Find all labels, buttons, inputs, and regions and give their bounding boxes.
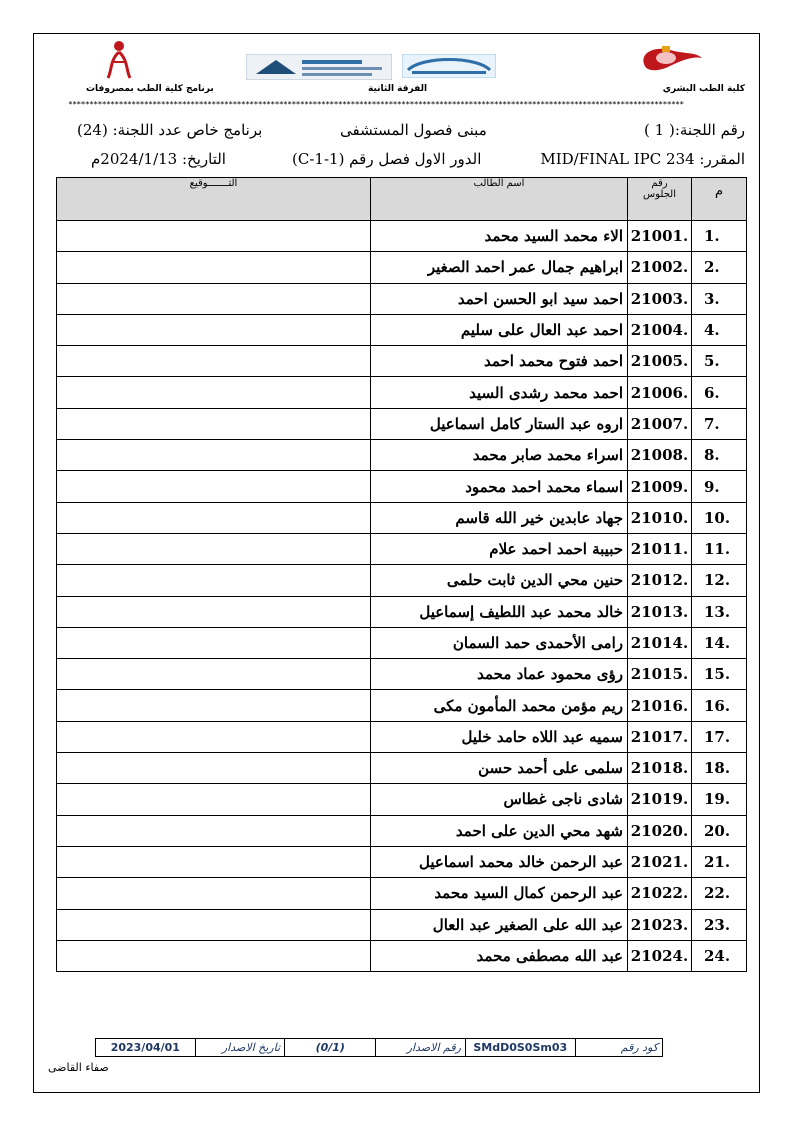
student-name: شادى ناجى غطاس [371, 784, 628, 815]
table-row [57, 314, 747, 345]
seat-number: 21007. [628, 408, 692, 439]
student-name: سميه عبد اللاه حامد خليل [371, 721, 628, 752]
seat-number: 21011. [628, 533, 692, 564]
row-index: 5. [692, 346, 747, 377]
row-index: 21. [692, 846, 747, 877]
exam-date: التاريخ: 2024/1/13م [91, 150, 226, 168]
seat-number: 21018. [628, 753, 692, 784]
table-row [57, 627, 747, 658]
table-row [57, 440, 747, 471]
row-index: 6. [692, 377, 747, 408]
student-name: حبيبة احمد احمد علام [371, 533, 628, 564]
signature-cell[interactable] [57, 283, 371, 314]
course-code: المقرر: MID/FINAL IPC 234 [540, 150, 745, 168]
signature-cell[interactable] [57, 596, 371, 627]
issue-date-label: تاريخ الاصدار [195, 1039, 284, 1057]
col-signature-header: التـــــــوقيع [57, 178, 371, 221]
code-label: كود رقم [575, 1039, 662, 1057]
col-index-header: م [692, 178, 747, 221]
row-index: 1. [692, 221, 747, 252]
signature-cell[interactable] [57, 721, 371, 752]
student-name: اسراء محمد صابر محمد [371, 440, 628, 471]
accreditation-logo [402, 54, 496, 78]
table-row [57, 846, 747, 877]
row-index: 12. [692, 565, 747, 596]
table-row [57, 815, 747, 846]
student-name: اسماء محمد احمد محمود [371, 471, 628, 502]
seat-number: 21013. [628, 596, 692, 627]
table-row [57, 659, 747, 690]
row-index: 22. [692, 878, 747, 909]
exam-round: الدور الاول فصل رقم (C-1-1) [292, 150, 482, 168]
signature-cell[interactable] [57, 627, 371, 658]
issue-date-value: 2023/04/01 [96, 1039, 196, 1057]
signature-cell[interactable] [57, 909, 371, 940]
row-index: 17. [692, 721, 747, 752]
signature-cell[interactable] [57, 753, 371, 784]
table-row [57, 565, 747, 596]
col-name-header: اسم الطالب [371, 178, 628, 221]
student-name: الاء محمد السيد محمد [371, 221, 628, 252]
seat-number: 21021. [628, 846, 692, 877]
student-name: عبد الرحمن خالد محمد اسماعيل [371, 846, 628, 877]
signature-cell[interactable] [57, 471, 371, 502]
row-index: 13. [692, 596, 747, 627]
table-row [57, 471, 747, 502]
row-index: 19. [692, 784, 747, 815]
issue-number-label: رقم الاصدار [376, 1039, 465, 1057]
student-name: رامى الأحمدى حمد السمان [371, 627, 628, 658]
committee-count: برنامج خاص عدد اللجنة: (24) [77, 121, 263, 139]
student-name: ريم مؤمن محمد المأمون مكى [371, 690, 628, 721]
signature-cell[interactable] [57, 565, 371, 596]
student-name: حنين محي الدين ثابت حلمى [371, 565, 628, 596]
student-name: احمد سيد ابو الحسن احمد [371, 283, 628, 314]
seat-number: 21012. [628, 565, 692, 596]
signature-cell[interactable] [57, 314, 371, 345]
partner-logo [246, 54, 392, 80]
signature-cell[interactable] [57, 221, 371, 252]
table-row [57, 909, 747, 940]
signature-cell[interactable] [57, 878, 371, 909]
signature-cell[interactable] [57, 690, 371, 721]
seat-number: 21009. [628, 471, 692, 502]
row-index: 10. [692, 502, 747, 533]
table-row [57, 502, 747, 533]
signature-cell[interactable] [57, 846, 371, 877]
table-row [57, 878, 747, 909]
seat-number: 21015. [628, 659, 692, 690]
table-row [57, 753, 747, 784]
signature-cell[interactable] [57, 440, 371, 471]
signature-cell[interactable] [57, 252, 371, 283]
code-value: SMdD0S0Sm03 [465, 1039, 575, 1057]
row-index: 24. [692, 940, 747, 971]
academic-year: الفرقة الثانية [368, 84, 428, 94]
program-name: برنامج كلية الطب بمصروفات [86, 84, 214, 94]
seat-number: 21006. [628, 377, 692, 408]
seat-number: 21001. [628, 221, 692, 252]
seat-number: 21014. [628, 627, 692, 658]
committee-number: رقم اللجنة:( 1 ) [644, 121, 745, 139]
separator-line: ************************************************************************************************************************************************** [68, 101, 684, 109]
seat-number: 21003. [628, 283, 692, 314]
seat-number: 21024. [628, 940, 692, 971]
signature-cell[interactable] [57, 377, 371, 408]
seat-number: 21017. [628, 721, 692, 752]
seat-number: 21016. [628, 690, 692, 721]
student-name: عبد الرحمن كمال السيد محمد [371, 878, 628, 909]
student-name: شهد محي الدين على احمد [371, 815, 628, 846]
student-name: احمد محمد رشدى السيد [371, 377, 628, 408]
building-name: مبنى فصول المستشفى [340, 121, 487, 139]
row-index: 18. [692, 753, 747, 784]
faculty-name: كلية الطب البشري [662, 84, 745, 94]
table-row [57, 377, 747, 408]
row-index: 4. [692, 314, 747, 345]
table-row [57, 252, 747, 283]
student-name: خالد محمد عبد اللطيف إسماعيل [371, 596, 628, 627]
student-name: احمد فتوح محمد احمد [371, 346, 628, 377]
seat-number: 21004. [628, 314, 692, 345]
table-row [57, 346, 747, 377]
signature-cell[interactable] [57, 408, 371, 439]
signature-cell[interactable] [57, 784, 371, 815]
table-row [57, 940, 747, 971]
student-name: عبد الله مصطفى محمد [371, 940, 628, 971]
document-control-footer [95, 1038, 663, 1057]
signature-cell[interactable] [57, 940, 371, 971]
row-index: 15. [692, 659, 747, 690]
row-index: 9. [692, 471, 747, 502]
seat-number: 21020. [628, 815, 692, 846]
student-name: سلمى على أحمد حسن [371, 753, 628, 784]
seat-number: 21023. [628, 909, 692, 940]
col-seat-header: رقم الجلوس [628, 178, 692, 221]
table-row [57, 721, 747, 752]
signature-cell[interactable] [57, 533, 371, 564]
signature-cell[interactable] [57, 659, 371, 690]
table-row [57, 533, 747, 564]
signature-cell[interactable] [57, 346, 371, 377]
seat-number: 21002. [628, 252, 692, 283]
table-row [57, 596, 747, 627]
table-row [57, 408, 747, 439]
signature-cell[interactable] [57, 502, 371, 533]
student-roster-table [56, 177, 747, 972]
seat-number: 21022. [628, 878, 692, 909]
row-index: 11. [692, 533, 747, 564]
row-index: 2. [692, 252, 747, 283]
student-name: ابراهيم جمال عمر احمد الصغير [371, 252, 628, 283]
issue-number-value: (0/1) [285, 1039, 376, 1057]
row-index: 20. [692, 815, 747, 846]
seat-number: 21019. [628, 784, 692, 815]
row-index: 7. [692, 408, 747, 439]
row-index: 16. [692, 690, 747, 721]
signature-cell[interactable] [57, 815, 371, 846]
program-logo-left [104, 40, 134, 80]
table-row [57, 283, 747, 314]
faculty-logo-right [636, 42, 708, 76]
student-name: جهاد عابدين خير الله قاسم [371, 502, 628, 533]
signer-name: صفاء القاضى [48, 1061, 109, 1074]
row-index: 23. [692, 909, 747, 940]
row-index: 3. [692, 283, 747, 314]
seat-number: 21005. [628, 346, 692, 377]
student-name: رؤى محمود عماد محمد [371, 659, 628, 690]
footer-row [96, 1039, 663, 1057]
row-index: 8. [692, 440, 747, 471]
seat-number: 21008. [628, 440, 692, 471]
table-row [57, 784, 747, 815]
table-header-row [57, 178, 747, 221]
row-index: 14. [692, 627, 747, 658]
student-name: عبد الله على الصغير عبد العال [371, 909, 628, 940]
student-name: اروه عبد الستار كامل اسماعيل [371, 408, 628, 439]
table-row [57, 690, 747, 721]
table-row [57, 221, 747, 252]
seat-number: 21010. [628, 502, 692, 533]
student-name: احمد عبد العال على سليم [371, 314, 628, 345]
